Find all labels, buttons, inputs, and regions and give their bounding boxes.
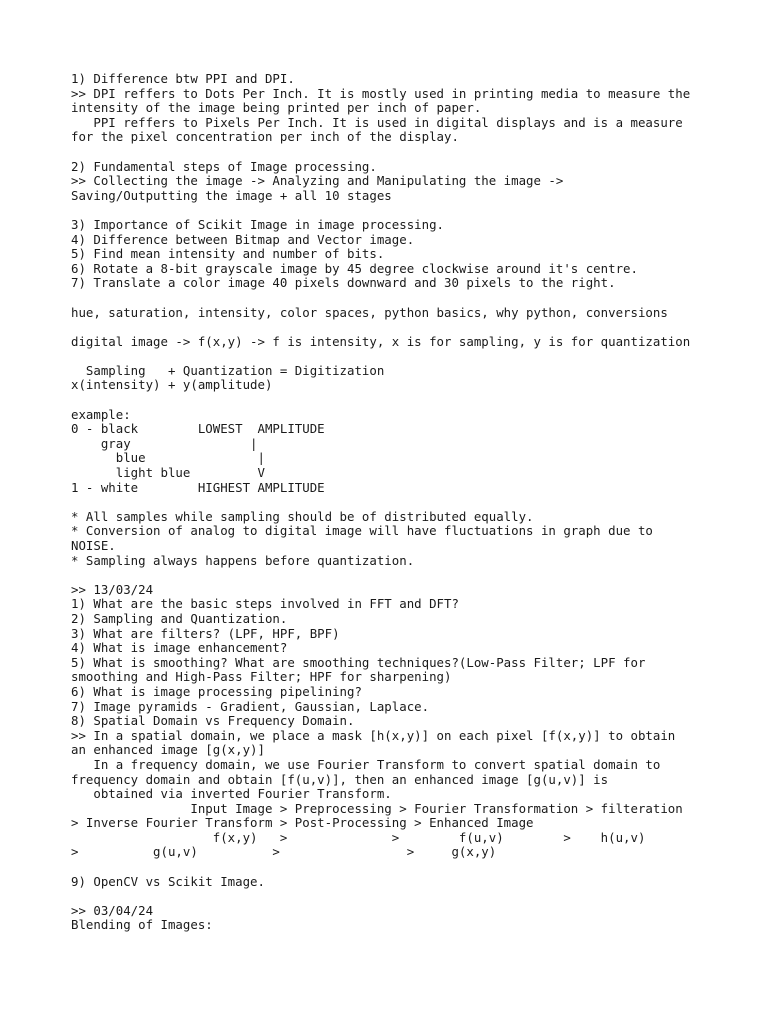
text-line: 4) Difference between Bitmap and Vector image. bbox=[71, 231, 415, 247]
blank-line bbox=[71, 203, 751, 218]
blank-line bbox=[71, 495, 751, 510]
text-line: 5) What is smoothing? What are smoothing techniques?(Low-Pass Filter; LPF for bbox=[71, 654, 646, 670]
text-line: intensity of the image being printed per inch of paper. bbox=[71, 100, 482, 116]
text-line: PPI reffers to Pixels Per Inch. It is used in digital displays and is a measure bbox=[71, 114, 683, 130]
text-line: * Conversion of analog to digital image will have fluctuations in graph due to bbox=[71, 523, 653, 539]
text-line: >> In a spatial domain, we place a mask [h(x,y)] on each pixel [f(x,y)] to obtain bbox=[71, 727, 676, 743]
text-line: hue, saturation, intensity, color spaces, python basics, why python, conversions bbox=[71, 304, 668, 320]
text-line: smoothing and High-Pass Filter; HPF for sharpening) bbox=[71, 669, 452, 685]
text-line: 7) Translate a color image 40 pixels downward and 30 pixels to the right. bbox=[71, 275, 616, 291]
text-line: 6) Rotate a 8-bit grayscale image by 45 degree clockwise around it's centre. bbox=[71, 260, 638, 276]
text-line: 6) What is image processing pipelining? bbox=[71, 683, 362, 699]
text-line: 3) Importance of Scikit Image in image processing. bbox=[71, 216, 444, 232]
text-line: 3) What are filters? (LPF, HPF, BPF) bbox=[71, 625, 340, 641]
text-line: 0 - black LOWEST AMPLITUDE bbox=[71, 421, 325, 437]
blank-line bbox=[71, 349, 751, 364]
text-line: 1) What are the basic steps involved in FFT and DFT? bbox=[71, 596, 459, 612]
text-line: f(x,y) > > f(u,v) > h(u,v) bbox=[71, 829, 646, 845]
text-line: Saving/Outputting the image + all 10 stages bbox=[71, 187, 392, 203]
text-line: blue | bbox=[71, 450, 265, 466]
document-body bbox=[71, 72, 751, 933]
text-line: 5) Find mean intensity and number of bits. bbox=[71, 246, 385, 262]
text-line: 4) What is image enhancement? bbox=[71, 640, 288, 656]
text-line: 9) OpenCV vs Scikit Image. bbox=[71, 873, 265, 889]
text-line: 8) Spatial Domain vs Frequency Domain. bbox=[71, 713, 355, 729]
text-line: for the pixel concentration per inch of the display. bbox=[71, 129, 459, 145]
text-line: Sampling + Quantization = Digitization bbox=[71, 362, 385, 378]
text-line: In a frequency domain, we use Fourier Transform to convert spatial domain to bbox=[71, 756, 661, 772]
text-line: frequency domain and obtain [f(u,v)], then an enhanced image [g(u,v)] is bbox=[71, 771, 609, 787]
text-line: gray | bbox=[71, 435, 258, 451]
text-line: 1) Difference btw PPI and DPI. bbox=[71, 71, 295, 86]
blank-line bbox=[71, 393, 751, 408]
text-line: obtained via inverted Fourier Transform. bbox=[71, 786, 392, 802]
text-line: example: bbox=[71, 406, 131, 422]
text-line: 1 - white HIGHEST AMPLITUDE bbox=[71, 479, 325, 495]
blank-line bbox=[71, 320, 751, 335]
blank-line bbox=[71, 291, 751, 306]
blank-line bbox=[71, 568, 751, 583]
text-line: >> Collecting the image -> Analyzing and Manipulating the image -> bbox=[71, 173, 564, 189]
text-line: * Sampling always happens before quantization. bbox=[71, 552, 415, 568]
text-line: > g(u,v) > > g(x,y) bbox=[71, 844, 497, 860]
text-line: NOISE. bbox=[71, 538, 116, 553]
text-line: digital image -> f(x,y) -> f is intensity, x is for sampling, y is for quantization bbox=[71, 333, 691, 349]
text-line: >> 13/03/24 bbox=[71, 581, 154, 597]
text-line: light blue V bbox=[71, 465, 265, 481]
text-line: >> DPI reffers to Dots Per Inch. It is mostly used in printing media to measure the bbox=[71, 85, 691, 101]
text-line: 2) Sampling and Quantization. bbox=[71, 610, 288, 626]
text-line: Input Image > Preprocessing > Fourier Transformation > filteration bbox=[71, 800, 683, 816]
text-line: >> 03/04/24 bbox=[71, 902, 154, 918]
text-line: > Inverse Fourier Transform > Post-Processing > Enhanced Image bbox=[71, 815, 534, 831]
text-line: Blending of Images: bbox=[71, 917, 213, 933]
text-line: 7) Image pyramids - Gradient, Gaussian, Laplace. bbox=[71, 698, 430, 714]
blank-line bbox=[71, 145, 751, 160]
text-line: 2) Fundamental steps of Image processing. bbox=[71, 158, 377, 174]
blank-line bbox=[71, 889, 751, 904]
text-line: * All samples while sampling should be of distributed equally. bbox=[71, 508, 534, 524]
text-line: an enhanced image [g(x,y)] bbox=[71, 742, 265, 758]
text-line: x(intensity) + y(amplitude) bbox=[71, 377, 273, 393]
blank-line bbox=[71, 860, 751, 875]
